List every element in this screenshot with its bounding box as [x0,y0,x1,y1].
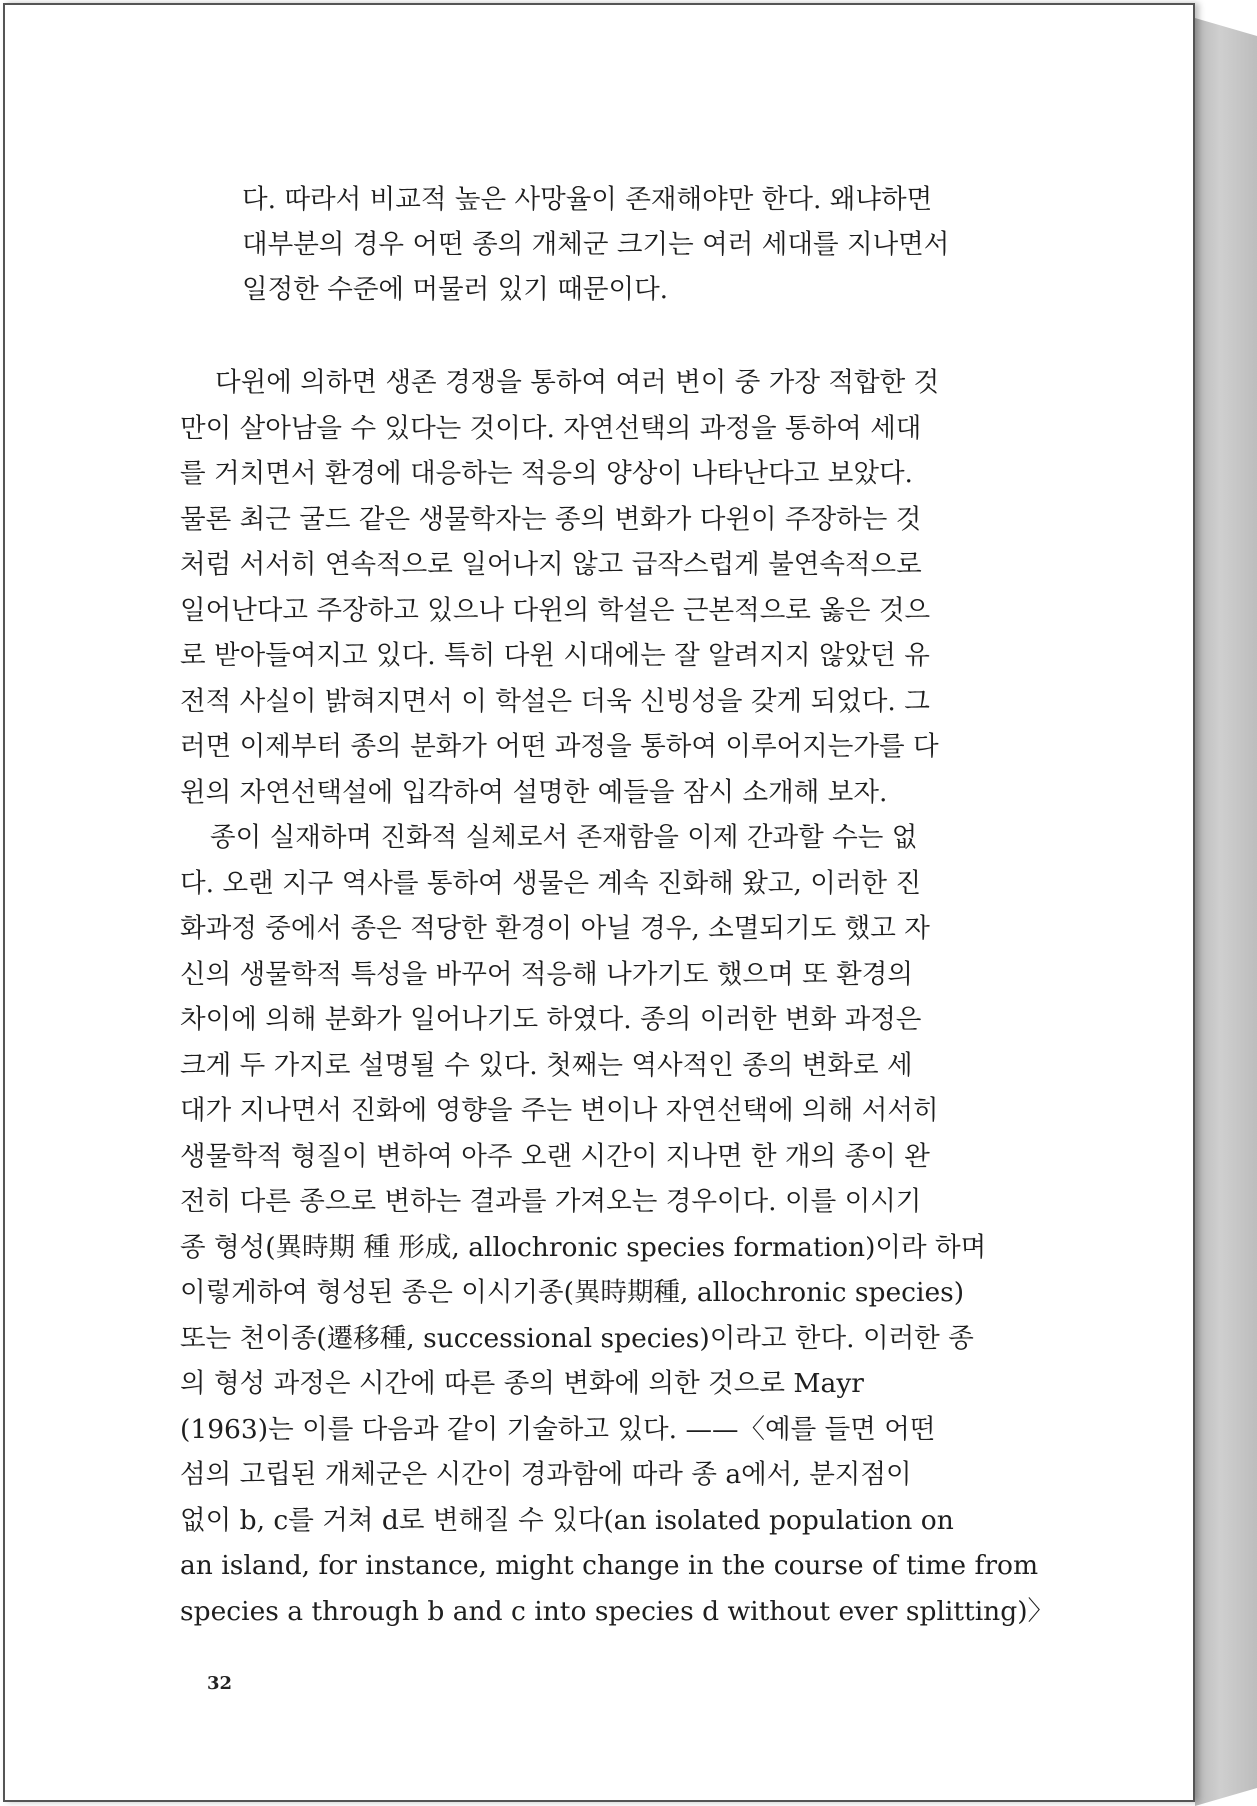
body-line: an island, for instance, might change in the course of time from [180,1550,1039,1581]
body-line: 화과정 중에서 종은 적당한 환경이 아닐 경우, 소멸되기도 했고 자 [180,913,930,944]
body-line: 섬의 고립된 개체군은 시간이 경과함에 따라 종 a에서, 분지점이 [180,1459,912,1490]
body-line: 의 형성 과정은 시간에 따른 종의 변화에 의한 것으로 Mayr [180,1368,864,1399]
body-line: 처럼 서서히 연속적으로 일어나지 않고 급작스럽게 불연속적으로 [180,549,922,580]
quote-line: 일정한 수준에 머물러 있기 때문이다. [242,274,669,305]
body-line: 차이에 의해 분화가 일어나기도 하였다. 종의 이러한 변화 과정은 [180,1004,922,1035]
quote-line: 다. 따라서 비교적 높은 사망율이 존재해야만 한다. 왜냐하면 [242,184,933,215]
quote-paragraph [242,177,1057,312]
body-line: 러면 이제부터 종의 분화가 어떤 과정을 통하여 이루어지는가를 다 [180,731,939,762]
body-line: 일어난다고 주장하고 있으나 다윈의 학설은 근본적으로 옳은 것으 [180,594,931,626]
body-line: (1963)는 이를 다음과 같이 기술하고 있다. ——〈예를 들면 어떤 [180,1413,936,1445]
body-line: 또는 천이종(遷移種, successional species)이라고 한다. 이러한 종 [180,1322,974,1354]
body-line: 크게 두 가지로 설명될 수 있다. 첫째는 역사적인 종의 변화로 세 [180,1049,913,1081]
body-line: 를 거치면서 환경에 대응하는 적응의 양상이 나타난다고 보았다. [180,458,913,489]
body-line: 전히 다른 종으로 변하는 결과를 가져오는 경우이다. 이를 이시기 [180,1186,922,1217]
body-line: 전적 사실이 밝혀지면서 이 학설은 더욱 신빙성을 갖게 되었다. 그 [180,685,930,717]
body-line: 윈의 자연선택설에 입각하여 설명한 예들을 잠시 소개해 보자. [180,776,888,808]
body-line: 대가 지나면서 진화에 영향을 주는 변이나 자연선택에 의해 서서히 [180,1095,939,1126]
body-line: 생물학적 형질이 변하여 아주 오랜 시간이 지나면 한 개의 종이 완 [180,1140,930,1172]
page-number: 32 [207,1673,233,1694]
body-line: 로 받아들여지고 있다. 특히 다윈 시대에는 잘 알려지지 않았던 유 [180,640,930,671]
body-line: 종이 실재하며 진화적 실체로서 존재함을 이제 간과할 수는 없 [210,822,918,853]
book-page [3,3,1195,1802]
body-paragraph [180,360,1057,1634]
body-line: 다윈에 의하면 생존 경쟁을 통하여 여러 변이 중 가장 적합한 것 [215,367,940,398]
quote-line: 대부분의 경우 어떤 종의 개체군 크기는 여러 세대를 지나면서 [242,229,950,260]
body-line: species a through b and c into species d without ever splitting)〉 [180,1595,1055,1627]
body-line: 없이 b, c를 거쳐 d로 변해질 수 있다(an isolated population on [180,1504,954,1536]
body-line: 신의 생물학적 특성을 바꾸어 적응해 나가기도 했으며 또 환경의 [180,958,913,990]
body-line: 만이 살아남을 수 있다는 것이다. 자연선택의 과정을 통하여 세대 [180,412,922,444]
body-line: 종 형성(異時期 種 形成, allochronic species formation)이라 하며 [180,1231,987,1263]
body-line: 다. 오랜 지구 역사를 통하여 생물은 계속 진화해 왔고, 이러한 진 [180,867,922,899]
page-stack-edge [1195,0,1257,1806]
body-line: 이렇게하여 형성된 종은 이시기종(異時期種, allochronic species) [180,1277,965,1308]
body-line: 물론 최근 굴드 같은 생물학자는 종의 변화가 다윈이 주장하는 것 [180,503,922,535]
